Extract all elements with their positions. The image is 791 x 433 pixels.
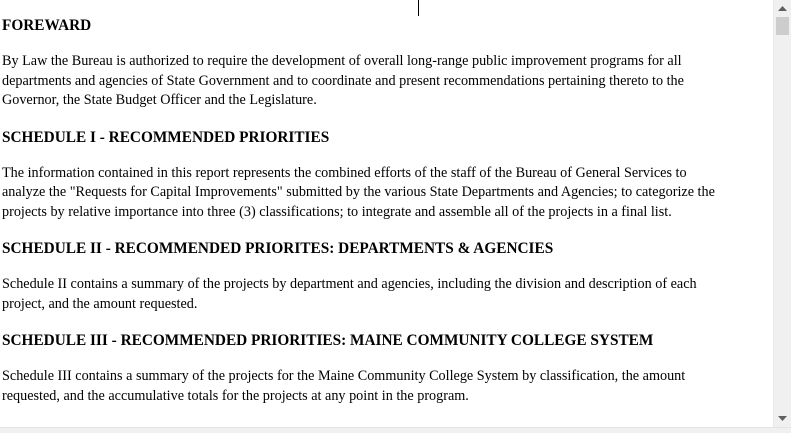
section-heading-schedule-i: SCHEDULE I - RECOMMENDED PRIORITIES: [2, 128, 330, 146]
scroll-down-button[interactable]: [774, 410, 791, 427]
section-heading-foreward: FOREWARD: [2, 17, 92, 34]
section-paragraph-schedule-iii: Schedule III contains a summary of the projects for the Maine Community College System by classification, the amount requested, and the accumulative totals for the projects at any point in the program.: [2, 368, 686, 404]
section-heading-schedule-iii: SCHEDULE III - RECOMMENDED PRIORITIES: MAINE COMMUNITY COLLEGE SYSTEM: [2, 332, 654, 349]
vertical-scrollbar[interactable]: [773, 0, 791, 427]
horizontal-scrollbar[interactable]: [0, 427, 791, 433]
section-paragraph-foreward: By Law the Bureau is authorized to require the development of overall long-range public improvement programs for all departments and agencies of State Government and to coordinate and present recommendations pertaining thereto to the Governor, the State Budget Officer and the Legislature.: [2, 53, 684, 108]
text-cursor: [418, 0, 419, 16]
section-heading-schedule-ii: SCHEDULE II - RECOMMENDED PRIORITES: DEPARTMENTS & AGENCIES: [2, 240, 554, 257]
section-paragraph-schedule-i: The information contained in this report represents the combined efforts of the staff of the Bureau of General Services to analyze the "Requests for Capital Improvements" submitted by the various State Departments and Agencies; to categorize the projects by relative importance into three (3) classifications; to integrate and assemble all of the projects in a final list.: [2, 164, 715, 220]
section-paragraph-schedule-ii: Schedule II contains a summary of the projects by department and agencies, including the division and description of each project, and the amount requested.: [2, 276, 697, 312]
triangle-up-icon: [778, 6, 787, 11]
document-body: [2, 16, 732, 423]
scroll-up-button[interactable]: [774, 0, 791, 17]
triangle-down-icon: [778, 416, 787, 421]
scrollbar-thumb[interactable]: [776, 17, 789, 35]
